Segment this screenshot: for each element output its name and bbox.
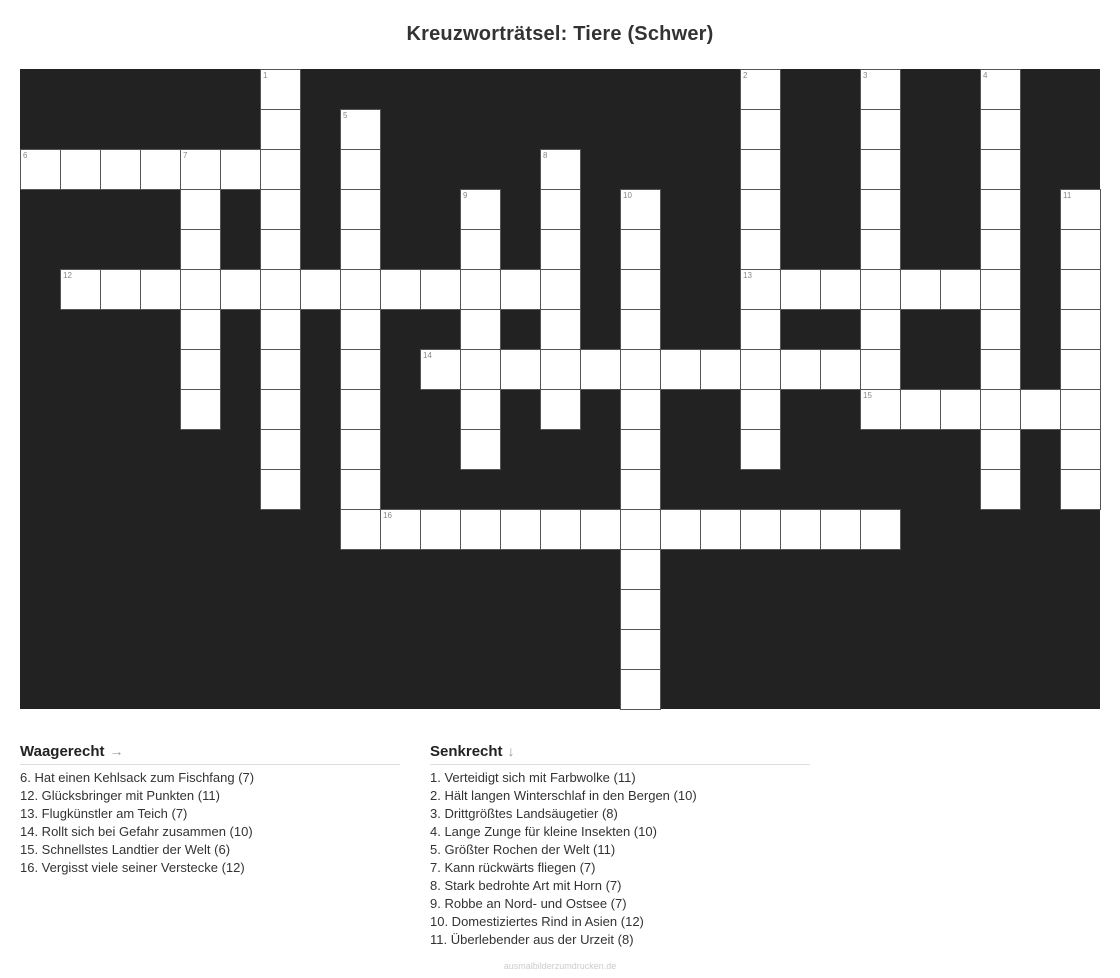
grid-cell-r8c18[interactable]	[740, 389, 781, 430]
grid-cell-r7c11[interactable]	[460, 349, 501, 390]
grid-cell-r5c9[interactable]	[380, 269, 421, 310]
grid-cell-r7c20[interactable]	[820, 349, 861, 390]
grid-cell-r7c14[interactable]	[580, 349, 621, 390]
grid-cell-r0c24[interactable]	[980, 69, 1021, 110]
grid-cell-r8c15[interactable]	[620, 389, 661, 430]
grid-cell-r8c21[interactable]	[860, 389, 901, 430]
clue-number-label: 8	[543, 151, 548, 160]
grid-cell-r5c4[interactable]	[180, 269, 221, 310]
grid-cell-r2c2[interactable]	[100, 149, 141, 190]
grid-cell-r6c18[interactable]	[740, 309, 781, 350]
grid-cell-r11c21[interactable]	[860, 509, 901, 550]
grid-cell-r8c8[interactable]	[340, 389, 381, 430]
grid-cell-r7c15[interactable]	[620, 349, 661, 390]
grid-cell-r9c11[interactable]	[460, 429, 501, 470]
grid-cell-r5c3[interactable]	[140, 269, 181, 310]
grid-cell-r11c12[interactable]	[500, 509, 541, 550]
grid-cell-r5c12[interactable]	[500, 269, 541, 310]
grid-cell-r10c26[interactable]	[1060, 469, 1101, 510]
grid-cell-r4c21[interactable]	[860, 229, 901, 270]
down-arrow-icon: ↓	[507, 743, 515, 759]
grid-cell-r10c8[interactable]	[340, 469, 381, 510]
clue-number-label: 3	[863, 71, 868, 80]
clue-item: 1. Verteidigt sich mit Farbwolke (11)	[430, 770, 636, 785]
grid-cell-r4c4[interactable]	[180, 229, 221, 270]
clue-item: 2. Hält langen Winterschlaf in den Bergen (10)	[430, 788, 697, 803]
clue-number-label: 13	[743, 271, 752, 280]
grid-cell-r11c9[interactable]	[380, 509, 421, 550]
clue-number-label: 2	[743, 71, 748, 80]
grid-cell-r6c4[interactable]	[180, 309, 221, 350]
clue-number-label: 7	[183, 151, 188, 160]
grid-cell-r5c6[interactable]	[260, 269, 301, 310]
grid-cell-r5c10[interactable]	[420, 269, 461, 310]
grid-cell-r4c13[interactable]	[540, 229, 581, 270]
grid-cell-r11c15[interactable]	[620, 509, 661, 550]
footer-url: ausmalbilderzumdrucken.de	[503, 961, 617, 971]
grid-cell-r10c24[interactable]	[980, 469, 1021, 510]
grid-cell-r1c21[interactable]	[860, 109, 901, 150]
grid-cell-r1c24[interactable]	[980, 109, 1021, 150]
crossword-grid	[20, 69, 1100, 709]
grid-cell-r9c18[interactable]	[740, 429, 781, 470]
grid-cell-r7c24[interactable]	[980, 349, 1021, 390]
grid-cell-r0c21[interactable]	[860, 69, 901, 110]
grid-cell-r3c15[interactable]	[620, 189, 661, 230]
grid-cell-r5c21[interactable]	[860, 269, 901, 310]
grid-cell-r5c8[interactable]	[340, 269, 381, 310]
across-clues-section	[20, 741, 400, 877]
grid-cell-r11c8[interactable]	[340, 509, 381, 550]
grid-cell-r15c15[interactable]	[620, 669, 661, 710]
grid-cell-r7c26[interactable]	[1060, 349, 1101, 390]
grid-cell-r8c25[interactable]	[1020, 389, 1061, 430]
grid-cell-r3c21[interactable]	[860, 189, 901, 230]
grid-cell-r6c15[interactable]	[620, 309, 661, 350]
grid-cell-r6c8[interactable]	[340, 309, 381, 350]
grid-cell-r5c1[interactable]	[60, 269, 101, 310]
grid-cell-r1c8[interactable]	[340, 109, 381, 150]
grid-cell-r13c15[interactable]	[620, 589, 661, 630]
clue-item: 8. Stark bedrohte Art mit Horn (7)	[430, 878, 622, 893]
grid-cell-r14c15[interactable]	[620, 629, 661, 670]
clue-number-label: 1	[263, 71, 268, 80]
grid-cell-r8c24[interactable]	[980, 389, 1021, 430]
grid-cell-r2c5[interactable]	[220, 149, 261, 190]
grid-cell-r7c19[interactable]	[780, 349, 821, 390]
grid-cell-r2c6[interactable]	[260, 149, 301, 190]
grid-cell-r0c6[interactable]	[260, 69, 301, 110]
grid-cell-r1c18[interactable]	[740, 109, 781, 150]
clue-number-label: 10	[623, 191, 632, 200]
clue-item: 7. Kann rückwärts fliegen (7)	[430, 860, 596, 875]
grid-cell-r3c11[interactable]	[460, 189, 501, 230]
grid-cell-r6c24[interactable]	[980, 309, 1021, 350]
clue-item: 15. Schnellstes Landtier der Welt (6)	[20, 842, 231, 857]
grid-cell-r2c21[interactable]	[860, 149, 901, 190]
grid-cell-r5c19[interactable]	[780, 269, 821, 310]
grid-cell-r9c24[interactable]	[980, 429, 1021, 470]
grid-cell-r5c13[interactable]	[540, 269, 581, 310]
grid-cell-r2c3[interactable]	[140, 149, 181, 190]
grid-cell-r6c6[interactable]	[260, 309, 301, 350]
grid-cell-r4c8[interactable]	[340, 229, 381, 270]
grid-cell-r5c18[interactable]	[740, 269, 781, 310]
grid-cell-r3c24[interactable]	[980, 189, 1021, 230]
grid-cell-r4c18[interactable]	[740, 229, 781, 270]
clue-item: 14. Rollt sich bei Gefahr zusammen (10)	[20, 824, 253, 839]
grid-cell-r6c26[interactable]	[1060, 309, 1101, 350]
clue-item: 6. Hat einen Kehlsack zum Fischfang (7)	[20, 770, 255, 785]
grid-cell-r4c11[interactable]	[460, 229, 501, 270]
grid-cell-r11c16[interactable]	[660, 509, 701, 550]
clue-number-label: 5	[343, 111, 348, 120]
across-clues-list	[20, 769, 400, 877]
grid-cell-r7c21[interactable]	[860, 349, 901, 390]
grid-cell-r11c18[interactable]	[740, 509, 781, 550]
grid-cell-r11c14[interactable]	[580, 509, 621, 550]
clue-number-label: 16	[383, 511, 392, 520]
grid-cell-r7c18[interactable]	[740, 349, 781, 390]
grid-cell-r0c18[interactable]	[740, 69, 781, 110]
grid-cell-r8c4[interactable]	[180, 389, 221, 430]
grid-cell-r11c20[interactable]	[820, 509, 861, 550]
clue-number-label: 9	[463, 191, 468, 200]
grid-cell-r8c13[interactable]	[540, 389, 581, 430]
clue-number-label: 6	[23, 151, 28, 160]
clue-number-label: 14	[423, 351, 432, 360]
grid-cell-r5c26[interactable]	[1060, 269, 1101, 310]
grid-cell-r11c17[interactable]	[700, 509, 741, 550]
grid-cell-r4c26[interactable]	[1060, 229, 1101, 270]
clue-item: 16. Vergisst viele seiner Verstecke (12)	[20, 860, 245, 875]
grid-cell-r5c20[interactable]	[820, 269, 861, 310]
grid-cell-r6c21[interactable]	[860, 309, 901, 350]
grid-cell-r6c13[interactable]	[540, 309, 581, 350]
grid-cell-r7c6[interactable]	[260, 349, 301, 390]
grid-cell-r9c26[interactable]	[1060, 429, 1101, 470]
grid-cell-r9c8[interactable]	[340, 429, 381, 470]
grid-cell-r2c18[interactable]	[740, 149, 781, 190]
clue-number-label: 11	[1063, 191, 1072, 200]
across-heading-label: Waagerecht	[20, 743, 105, 760]
grid-cell-r2c8[interactable]	[340, 149, 381, 190]
grid-cell-r4c6[interactable]	[260, 229, 301, 270]
clue-item: 3. Drittgrößtes Landsäugetier (8)	[430, 806, 618, 821]
clue-number-label: 15	[863, 391, 872, 400]
grid-cell-r4c24[interactable]	[980, 229, 1021, 270]
grid-cell-r11c11[interactable]	[460, 509, 501, 550]
down-heading	[430, 741, 810, 765]
grid-cell-r7c8[interactable]	[340, 349, 381, 390]
clue-item: 11. Überlebender aus der Urzeit (8)	[430, 932, 634, 947]
grid-cell-r4c15[interactable]	[620, 229, 661, 270]
grid-cell-r5c15[interactable]	[620, 269, 661, 310]
grid-cell-r7c16[interactable]	[660, 349, 701, 390]
grid-cell-r8c6[interactable]	[260, 389, 301, 430]
clue-number-label: 12	[63, 271, 72, 280]
grid-cell-r7c10[interactable]	[420, 349, 461, 390]
clue-item: 5. Größter Rochen der Welt (11)	[430, 842, 616, 857]
grid-cell-r3c13[interactable]	[540, 189, 581, 230]
grid-cell-r6c11[interactable]	[460, 309, 501, 350]
grid-cell-r2c1[interactable]	[60, 149, 101, 190]
down-heading-label: Senkrecht	[430, 743, 503, 760]
grid-cell-r1c6[interactable]	[260, 109, 301, 150]
down-clues-section	[430, 741, 810, 949]
grid-cell-r3c26[interactable]	[1060, 189, 1101, 230]
grid-cell-r12c15[interactable]	[620, 549, 661, 590]
grid-cell-r7c12[interactable]	[500, 349, 541, 390]
grid-cell-r3c18[interactable]	[740, 189, 781, 230]
clue-item: 4. Lange Zunge für kleine Insekten (10)	[430, 824, 657, 839]
clue-number-label: 4	[983, 71, 988, 80]
grid-cell-r9c6[interactable]	[260, 429, 301, 470]
grid-cell-r8c23[interactable]	[940, 389, 981, 430]
grid-cell-r8c22[interactable]	[900, 389, 941, 430]
grid-cell-r5c7[interactable]	[300, 269, 341, 310]
across-heading	[20, 741, 400, 765]
grid-cell-r5c22[interactable]	[900, 269, 941, 310]
grid-cell-r7c4[interactable]	[180, 349, 221, 390]
grid-cell-r5c11[interactable]	[460, 269, 501, 310]
grid-cell-r2c13[interactable]	[540, 149, 581, 190]
across-arrow-icon: →	[109, 743, 124, 759]
grid-cell-r11c13[interactable]	[540, 509, 581, 550]
grid-cell-r5c2[interactable]	[100, 269, 141, 310]
grid-cell-r3c4[interactable]	[180, 189, 221, 230]
grid-cell-r11c10[interactable]	[420, 509, 461, 550]
grid-cell-r7c13[interactable]	[540, 349, 581, 390]
page-title: Kreuzworträtsel: Tiere (Schwer)	[406, 23, 714, 45]
grid-cell-r5c5[interactable]	[220, 269, 261, 310]
grid-cell-r10c6[interactable]	[260, 469, 301, 510]
grid-cell-r7c17[interactable]	[700, 349, 741, 390]
grid-cell-r5c24[interactable]	[980, 269, 1021, 310]
grid-cell-r2c24[interactable]	[980, 149, 1021, 190]
grid-cell-r5c23[interactable]	[940, 269, 981, 310]
grid-cell-r3c8[interactable]	[340, 189, 381, 230]
grid-cell-r2c4[interactable]	[180, 149, 221, 190]
grid-cell-r9c15[interactable]	[620, 429, 661, 470]
grid-cell-r10c15[interactable]	[620, 469, 661, 510]
grid-cell-r8c11[interactable]	[460, 389, 501, 430]
clue-item: 9. Robbe an Nord- und Ostsee (7)	[430, 896, 627, 911]
clue-item: 13. Flugkünstler am Teich (7)	[20, 806, 188, 821]
clue-item: 10. Domestiziertes Rind in Asien (12)	[430, 914, 644, 929]
clue-item: 12. Glücksbringer mit Punkten (11)	[20, 788, 220, 803]
grid-cell-r3c6[interactable]	[260, 189, 301, 230]
grid-cell-r8c26[interactable]	[1060, 389, 1101, 430]
grid-cell-r2c0[interactable]	[20, 149, 61, 190]
grid-cell-r11c19[interactable]	[780, 509, 821, 550]
down-clues-list	[430, 769, 810, 949]
